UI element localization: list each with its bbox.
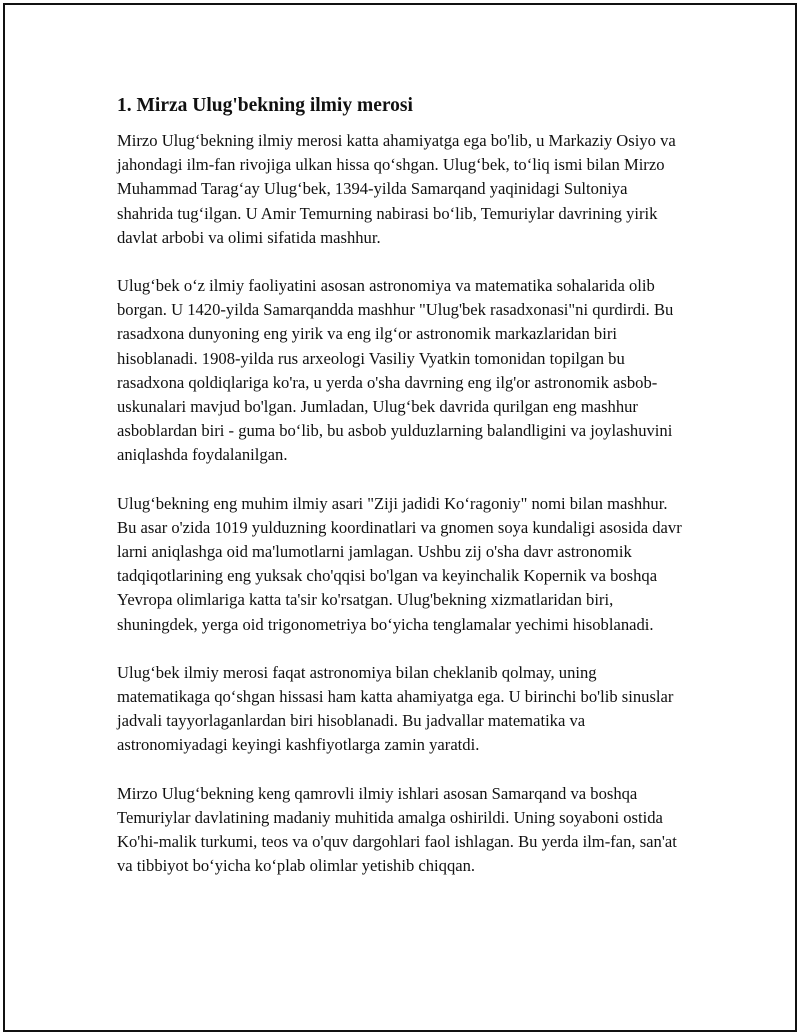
paragraph-legacy: Mirzo Ulug‘bekning keng qamrovli ilmiy ishlari asosan Samarqand va boshqa Temuriylar davlatining madaniy muhitida amalga oshirildi. Uning soyaboni ostida Ko'hi-malik turkumi, teos va o'quv dargohlari faol ishlagan. Bu yerda ilm-fan, san'at va tibbiyot bo‘yicha ko‘plab olimlar yetishib chiqqan. [117,783,677,876]
paragraph-observatory: Ulug‘bek o‘z ilmiy faoliyatini asosan astronomiya va matematika sohalarida olib borgan. U 1420-yilda Samarqandda mashhur "Ulug'bek rasadxonasi"ni qurdirdi. Bu rasadxona dunyoning eng yirik va eng ilg‘or astronomik markazlaridan biri hisoblanadi. 1908-yilda rus arxeologi Vasiliy Vyatkin tomonidan topilgan bu rasadxona qoldiqlariga ko'ra, u yerda o'sha davrning eng ilg'or astronomik asbob-uskunalari mavjud bo'lgan. Jumladan, Ulug‘bek davrida qurilgan eng mashhur asboblardan biri - guma bo‘lib, bu asbob yulduzlarning balandligini va joylashuvini aniqlashda foydalanilgan. [117,276,674,465]
document-heading: 1. Mirza Ulug'bekning ilmiy merosi [117,95,413,116]
paragraph-mathematics: Ulug‘bek ilmiy merosi faqat astronomiya bilan cheklanib qolmay, uning matematikaga qo‘shgan hissasi ham katta ahamiyatga ega. U birinchi bo'lib sinuslar jadvali tayyorlaganlardan biri hisoblanadi. Bu jadvallar matematika va astronomiyadagi keyingi kashfiyotlarga zamin yaratdi. [117,662,674,755]
document-body [117,94,687,902]
paragraph-intro: Mirzo Ulug‘bekning ilmiy merosi katta ahamiyatga ega bo'lib, u Markaziy Osiyo va jahondagi ilm-fan rivojiga ulkan hissa qo‘shgan. Ulug‘bek, to‘liq ismi bilan Mirzo Muhammad Tarag‘ay Ulug‘bek, 1394-yilda Samarqand yaqinidagi Sultoniya shahrida tug‘ilgan. U Amir Temurning nabirasi bo‘lib, Temuriylar davrining yirik davlat arbobi va olimi sifatida mashhur. [117,131,676,247]
paragraph-zij: Ulug‘bekning eng muhim ilmiy asari "Ziji jadidi Ko‘ragoniy" nomi bilan mashhur. Bu asar o'zida 1019 yulduzning koordinatlari va gnomen soya kundaligi asosida davr larni aniqlashga oid ma'lumotlarni jamlagan. Ushbu zij o'sha davr astronomik tadqiqotlarining eng yuksak cho'qqisi bo'lgan va keyinchalik Kopernik va boshqa Yevropa olimlariga katta ta'sir ko'rsatgan. Ulug'bekning xizmatlaridan biri, shuningdek, yerga oid trigonometriya bo‘yicha tenglamalar yechimi hisoblanadi. [117,493,682,634]
